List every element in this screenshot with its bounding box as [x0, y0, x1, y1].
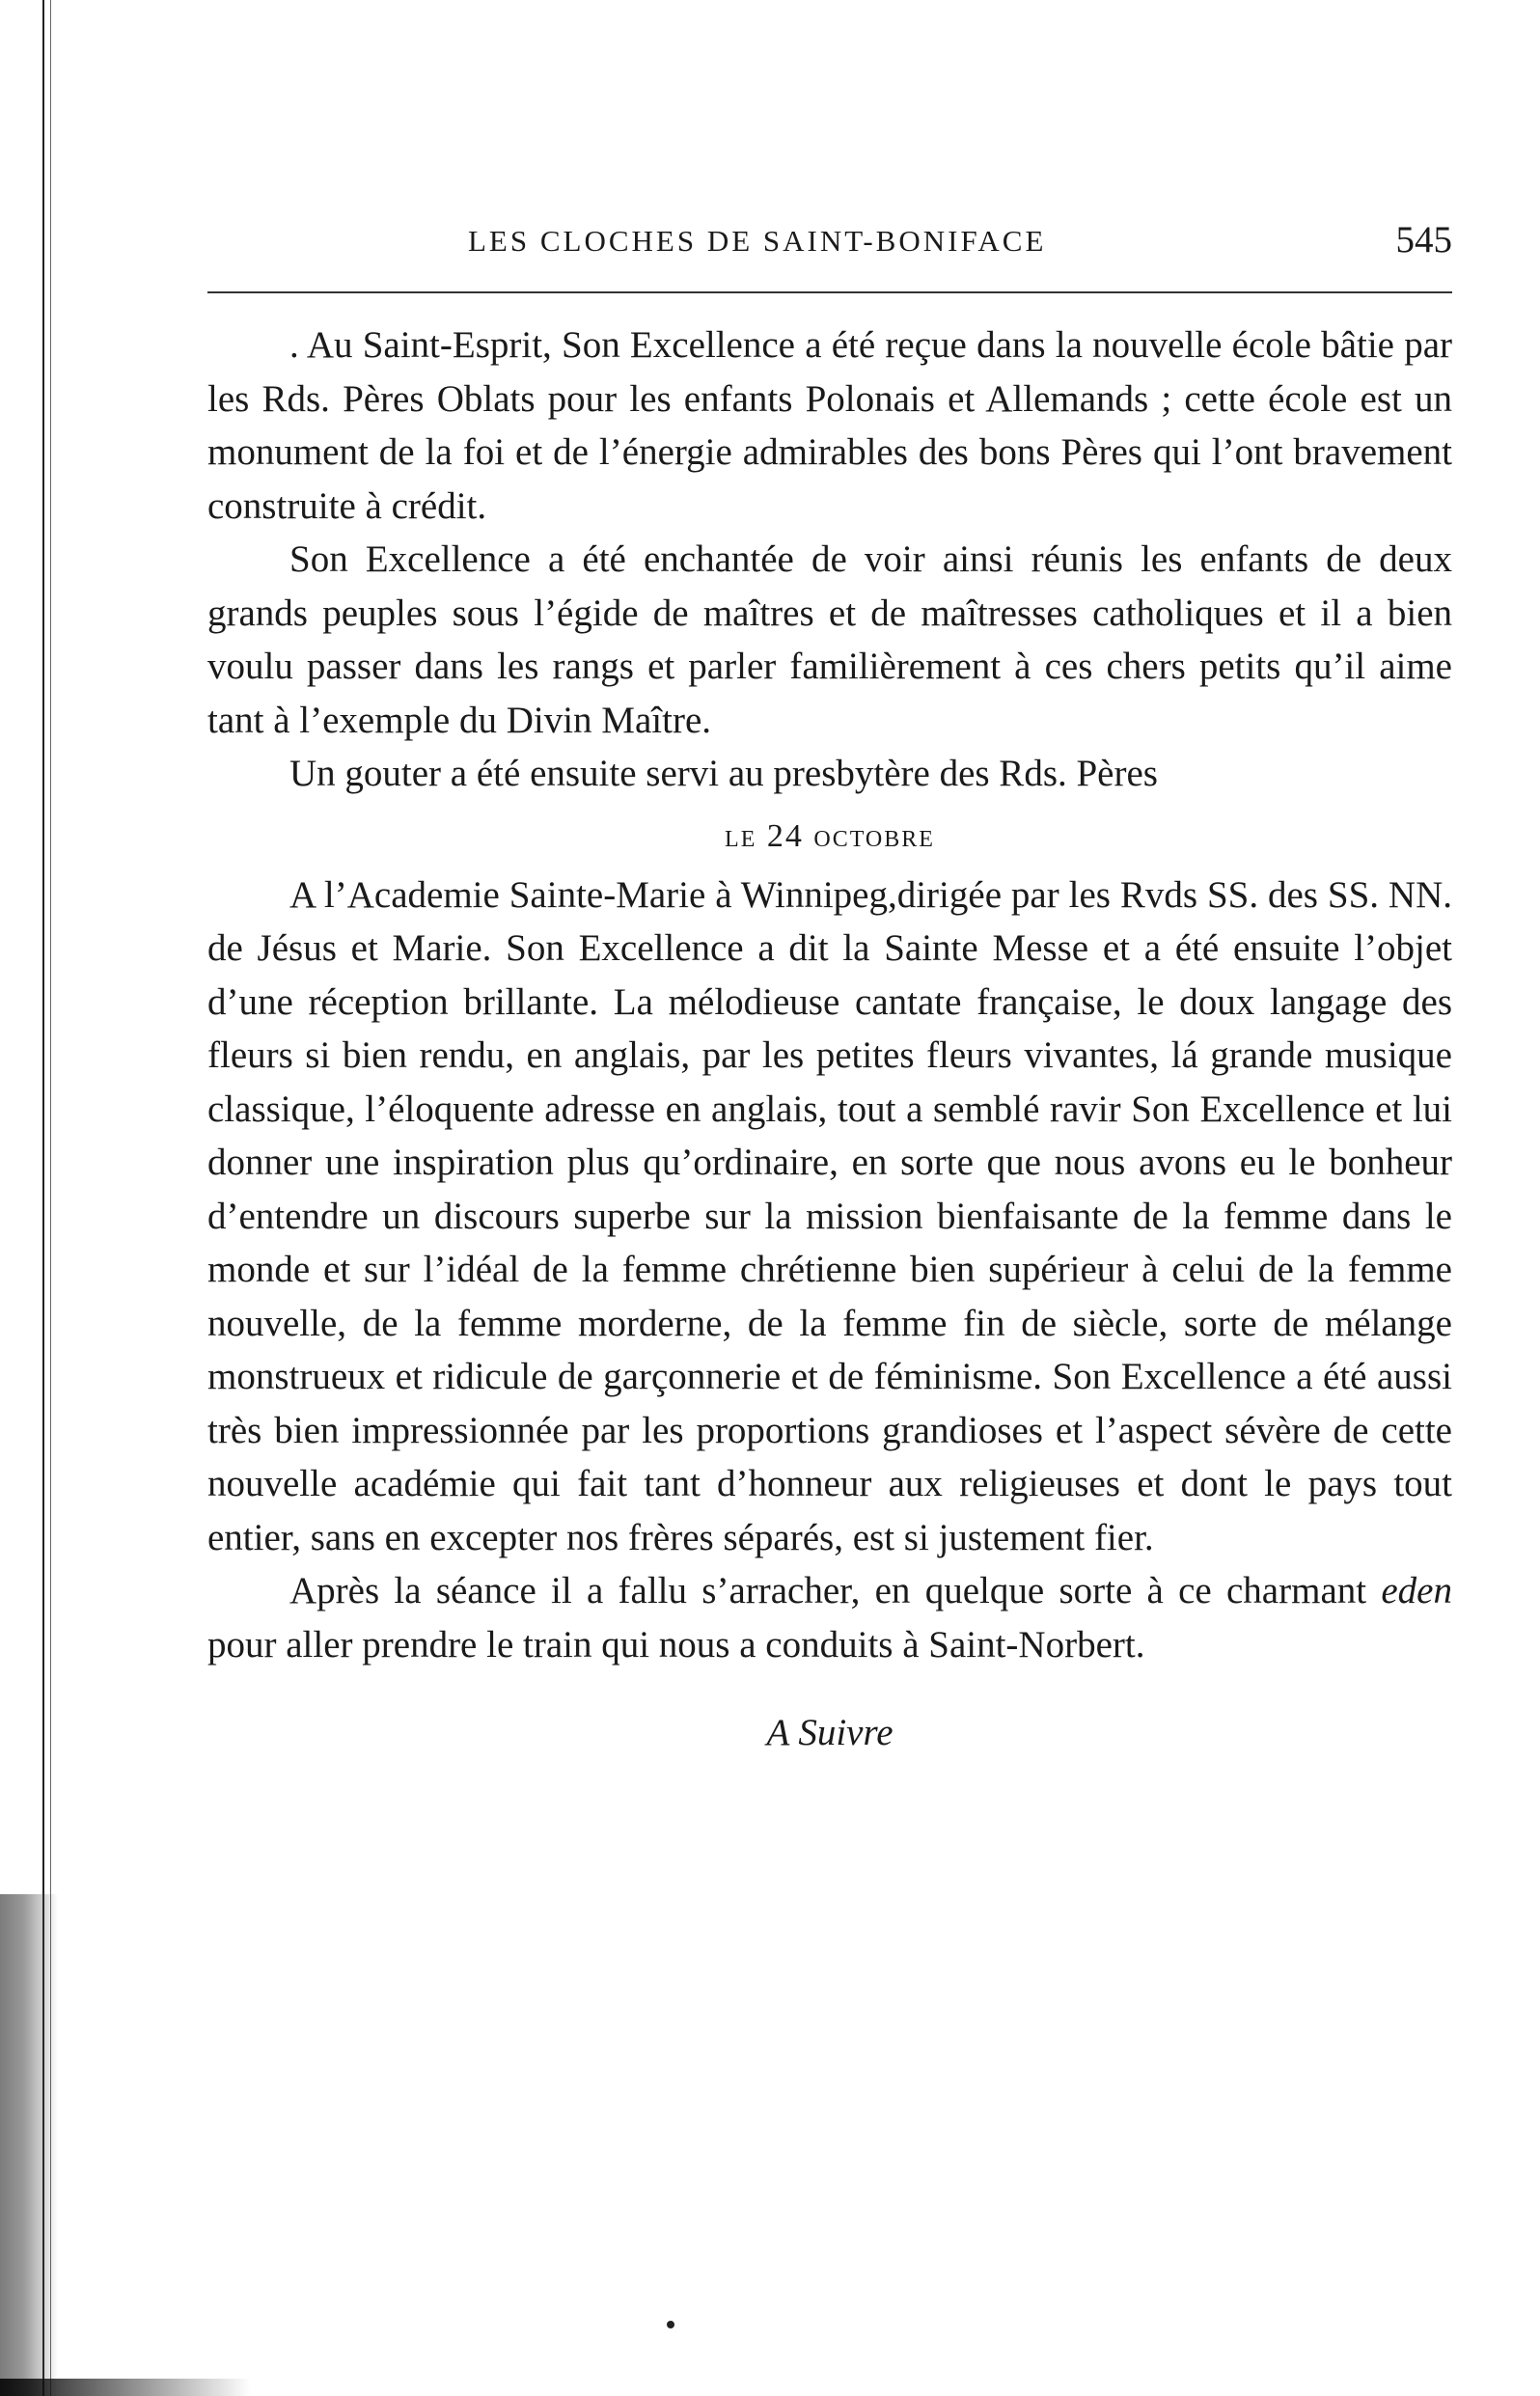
- section-heading-text: le 24 octobre: [725, 817, 935, 854]
- paragraph-apres-seance-part2: pour aller prendre le train qui nous a conduits à Saint-Norbert.: [207, 1623, 1145, 1666]
- paragraph-apres-seance: [207, 1564, 1452, 1671]
- paragraph-gouter: Un gouter a été ensuite servi au presbytère des Rds. Pères: [289, 753, 1158, 794]
- italic-eden: eden: [1381, 1570, 1452, 1611]
- page-header: [207, 216, 1452, 274]
- closing-a-suivre: A Suivre: [766, 1712, 894, 1753]
- paragraph-saint-esprit: . Au Saint-Esprit, Son Excellence a été reçue dans la nouvelle école bâtie par les Rds. Pères Oblats pour les enfants Polonais et Allemands ; cette école est un monument de la foi et de l’énergie admirables des bons Pères qui l’ont bravement construite à crédit.: [207, 324, 1452, 527]
- binding-shadow: [0, 1894, 58, 2396]
- paragraph-excellence-enchantee: Son Excellence a été enchantée de voir ainsi réunis les enfants de deux grands peuples sous l’égide de maîtres et de maîtresses catholiques et il a bien voulu passer dans les rangs et parler familièrement à ces chers petits qu’il aime tant à l’exemple du Divin Maître.: [207, 538, 1452, 741]
- ink-dot: [667, 2321, 674, 2328]
- header-rule: [207, 291, 1452, 293]
- paragraph-academie: A l’Academie Sainte-Marie à Winnipeg,dirigée par les Rvds SS. des SS. NN. de Jésus et Marie. Son Excellence a dit la Sainte Messe et a été ensuite l’objet d’une réception brillante. La mélodieuse cantate française, le doux langage des fleurs si bien rendu, en anglais, par les petites fleurs vivantes, lá grande musique classique, l’éloquente adresse en anglais, tout a semblé ravir Son Excellence et lui donner une inspiration plus qu’ordinaire, en sorte que nous avons eu le bonheur d’entendre un discours superbe sur la mission bienfaisante de la femme dans le monde et sur l’idéal de la femme chrétienne bien supérieur à celui de la femme nouvelle, de la femme morderne, de la femme fin de siècle, sorte de mélange monstrueux et ridicule de garçonnerie et de féminisme. Son Excellence a été aussi très bien impressionnée par les proportions grandioses et l’aspect sévère de cette nouvelle académie qui fait tant d’honneur aux religieuses et dont le pays tout entier, sans en excepter nos frères séparés, est si justement fier.: [207, 873, 1452, 1558]
- paragraph-apres-seance-part1: Après la séance il a fallu s’arracher, en quelque sorte à ce charmant: [289, 1570, 1382, 1611]
- binding-edge: [0, 0, 77, 2396]
- page-number: 545: [1395, 219, 1452, 261]
- running-title: LES CLOCHES DE SAINT-BONIFACE: [468, 224, 1047, 258]
- section-heading-date: [207, 812, 1452, 861]
- body-text: [207, 318, 1452, 1760]
- page-corner-shadow: [0, 2379, 251, 2396]
